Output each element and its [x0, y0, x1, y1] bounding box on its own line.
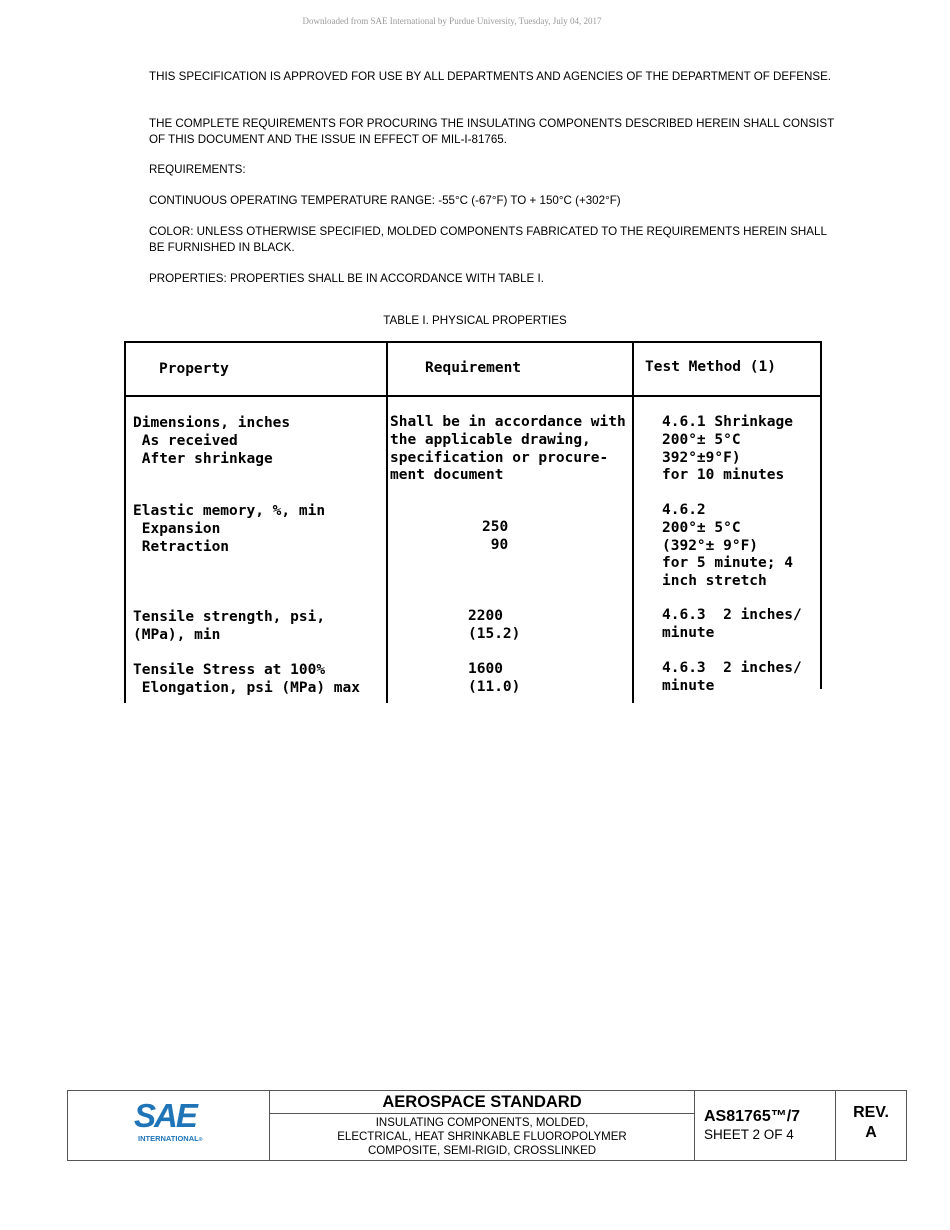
table-cell-test-method: 4.6.3 2 inches/ minute	[662, 660, 802, 694]
table-header-divider	[124, 395, 822, 397]
table-caption: TABLE I. PHYSICAL PROPERTIES	[383, 314, 567, 327]
requirements-heading: REQUIREMENTS:	[149, 163, 246, 176]
revision-label: REV.	[853, 1104, 889, 1121]
divider	[270, 1113, 694, 1114]
table-cell-property: Elastic memory, %, min Expansion Retraction	[133, 503, 326, 555]
document-number: AS81765™/7	[704, 1108, 801, 1125]
sae-logo: SAE	[134, 1097, 196, 1134]
table-cell-test-method: 4.6.3 2 inches/ minute	[662, 607, 802, 641]
physical-properties-table	[124, 341, 822, 703]
header-test-method: Test Method (1)	[645, 359, 776, 375]
table-cell-requirement: 2200 (15.2)	[468, 608, 521, 642]
table-cell-property: Dimensions, inches As received After shrinkage	[133, 415, 291, 467]
properties-paragraph: PROPERTIES: PROPERTIES SHALL BE IN ACCORDANCE WITH TABLE I.	[149, 272, 544, 285]
divider	[694, 1091, 695, 1160]
document-description: INSULATING COMPONENTS, MOLDED, ELECTRICAL, HEAT SHRINKABLE FLUOROPOLYMER COMPOSITE, SEMI-RIGID, CROSSLINKED	[337, 1117, 627, 1157]
table-cell-property: Tensile strength, psi, (MPa), min	[133, 609, 326, 643]
standard-title: AEROSPACE STANDARD	[382, 1093, 582, 1111]
sae-logo-subtitle	[138, 1134, 202, 1143]
table-cell-requirement: 1600 (11.0)	[468, 661, 521, 695]
table-cell-requirement: 250 90	[482, 519, 509, 553]
table-right-border	[820, 341, 822, 689]
table-cell-requirement: Shall be in accordance with the applicable drawing, specification or procure- ment document	[390, 414, 626, 484]
dod-approval-paragraph: THIS SPECIFICATION IS APPROVED FOR USE BY ALL DEPARTMENTS AND AGENCIES OF THE DEPARTMENT OF DEFENSE.	[149, 70, 832, 83]
requirements-scope-paragraph: THE COMPLETE REQUIREMENTS FOR PROCURING THE INSULATING COMPONENTS DESCRIBED HEREIN SHALL CONSIST OF THIS DOCUMENT AND THE ISSUE IN EFFECT OF MIL-I-81765.	[149, 117, 834, 146]
header-requirement: Requirement	[425, 360, 522, 376]
revision-value: A	[865, 1124, 877, 1141]
download-watermark: Downloaded from SAE International by Purdue University, Tuesday, July 04, 2017	[302, 16, 602, 26]
temperature-range-paragraph: CONTINUOUS OPERATING TEMPERATURE RANGE: -55°C (-67°F) TO + 150°C (+302°F)	[149, 194, 621, 207]
sheet-number: SHEET 2 OF 4	[704, 1127, 794, 1142]
table-cell-property: Tensile Stress at 100% Elongation, psi (MPa) max	[133, 662, 360, 696]
registered-mark: ®	[198, 1137, 203, 1143]
table-cell-test-method: 4.6.2 200°± 5°C (392°± 9°F) for 5 minute; 4 inch stretch	[662, 502, 793, 590]
color-paragraph: COLOR: UNLESS OTHERWISE SPECIFIED, MOLDED COMPONENTS FABRICATED TO THE REQUIREMENTS HEREIN SHALL BE FURNISHED IN BLACK.	[149, 225, 827, 254]
table-top-border	[124, 341, 822, 343]
table-cell-test-method: 4.6.1 Shrinkage 200°± 5°C 392°±9°F) for 10 minutes	[662, 414, 793, 484]
logo-subtitle-text: INTERNATIONAL	[138, 1134, 199, 1143]
header-property: Property	[159, 361, 229, 377]
title-block	[67, 1090, 907, 1161]
